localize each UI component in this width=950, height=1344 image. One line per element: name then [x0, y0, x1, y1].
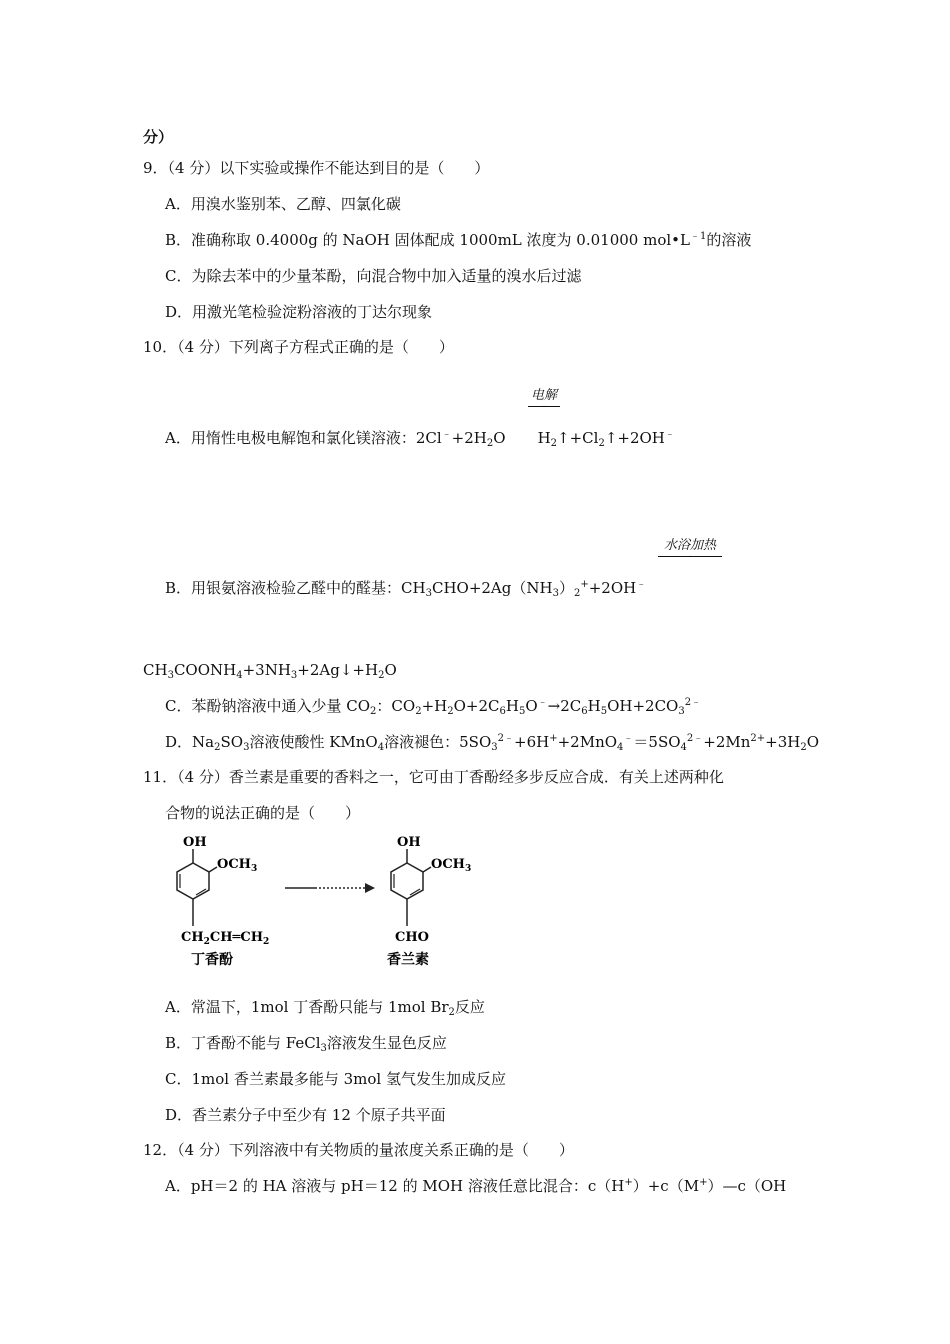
vanillin-structure	[387, 835, 471, 968]
q9-option-b: B．准确称取 0.4000g 的 NaOH 固体配成 1000mL 浓度为 0.01000 $mol•L^{﹣1}$的溶液	[165, 231, 752, 249]
q10-stem: 10．（4 分）下列离子方程式正确的是（ ）	[143, 338, 454, 356]
q9-option-a: A．用溴水鉴别苯、乙醇、四氯化碳	[165, 195, 401, 213]
eugenol-och3-label: $OCH_3$	[217, 857, 258, 874]
vanillin-name: 香兰素	[387, 952, 429, 968]
q10-option-a: A．用惰性电极电解饱和氯化镁溶液：$2Cl^﹣+2H_2O$ $H_2↑+Cl_2↑+2OH^﹣$	[165, 429, 675, 449]
eugenol-side-chain-label: $CH_2CH═CH_2$	[181, 930, 270, 947]
q10-option-b: B．用银氨溶液检验乙醛中的醛基：$CH_3CHO+2Ag(NH_3)_2^++2OH^﹣$	[165, 579, 647, 599]
vanillin-oh-label: OH	[397, 835, 421, 850]
q10-a-condition: 电解 -	[528, 384, 560, 407]
q11-option-b: B．丁香酚不能与 FeCl$_3$溶液发生显色反应	[165, 1034, 447, 1054]
reaction-arrow	[285, 883, 375, 893]
q9-option-d: D．用激光笔检验淀粉溶液的丁达尔现象	[165, 303, 433, 321]
q10-option-d: D．$Na_2SO_3$溶液使酸性 KMnO$_4$溶液褪色：$5SO_3^{2﹣}+6H^++2MnO_4^﹣=5SO_4^{2﹣}+2Mn^{2+}+3H_2O$	[165, 733, 820, 753]
vanillin-cho-label: CHO	[395, 930, 429, 945]
q11-stem-line2: 合物的说法正确的是（ ）	[165, 804, 361, 822]
q10-option-c: C．苯酚钠溶液中通入少量 $CO_2$：$CO_2+H_2O+2C_6H_5O^﹣\to 2C_6H_5OH+2CO_3^{2﹣}$	[165, 697, 702, 717]
q12-stem: 12．（4 分）下列溶液中有关物质的量浓度关系正确的是（ ）	[143, 1141, 574, 1159]
q11-option-d: D．香兰素分子中至少有 12 个原子共平面	[165, 1106, 446, 1124]
q9-option-c: C．为除去苯中的少量苯酚，向混合物中加入适量的溴水后过滤	[165, 267, 582, 285]
reaction-diagram	[165, 830, 485, 970]
q11-option-a: A．常温下，1mol 丁香酚只能与 1mol $Br_2$反应	[165, 998, 485, 1018]
eugenol-structure	[177, 835, 269, 968]
q11-stem-line1: 11．（4 分）香兰素是重要的香料之一，它可由丁香酚经多步反应合成．有关上述两种化	[143, 768, 724, 786]
q10-option-b-products: $CH_3COONH_4+3NH_3+2Ag↓+H_2O$	[143, 661, 397, 681]
q11-option-c: C．1mol 香兰素最多能与 3mol 氢气发生加成反应	[165, 1070, 506, 1088]
q10-b-condition: 水浴加热 -	[658, 534, 722, 557]
header-fragment: 分）	[143, 128, 174, 146]
q9-stem: 9．（4 分）以下实验或操作不能达到目的是（ ）	[143, 159, 490, 177]
vanillin-och3-label: $OCH_3$	[431, 857, 472, 874]
eugenol-name: 丁香酚	[191, 952, 233, 968]
q12-option-a: A．pH＝2 的 HA 溶液与 pH＝12 的 MOH 溶液任意比混合：c（H+）+c（M+）—c（OH	[165, 1177, 787, 1195]
eugenol-oh-label: OH	[183, 835, 207, 850]
